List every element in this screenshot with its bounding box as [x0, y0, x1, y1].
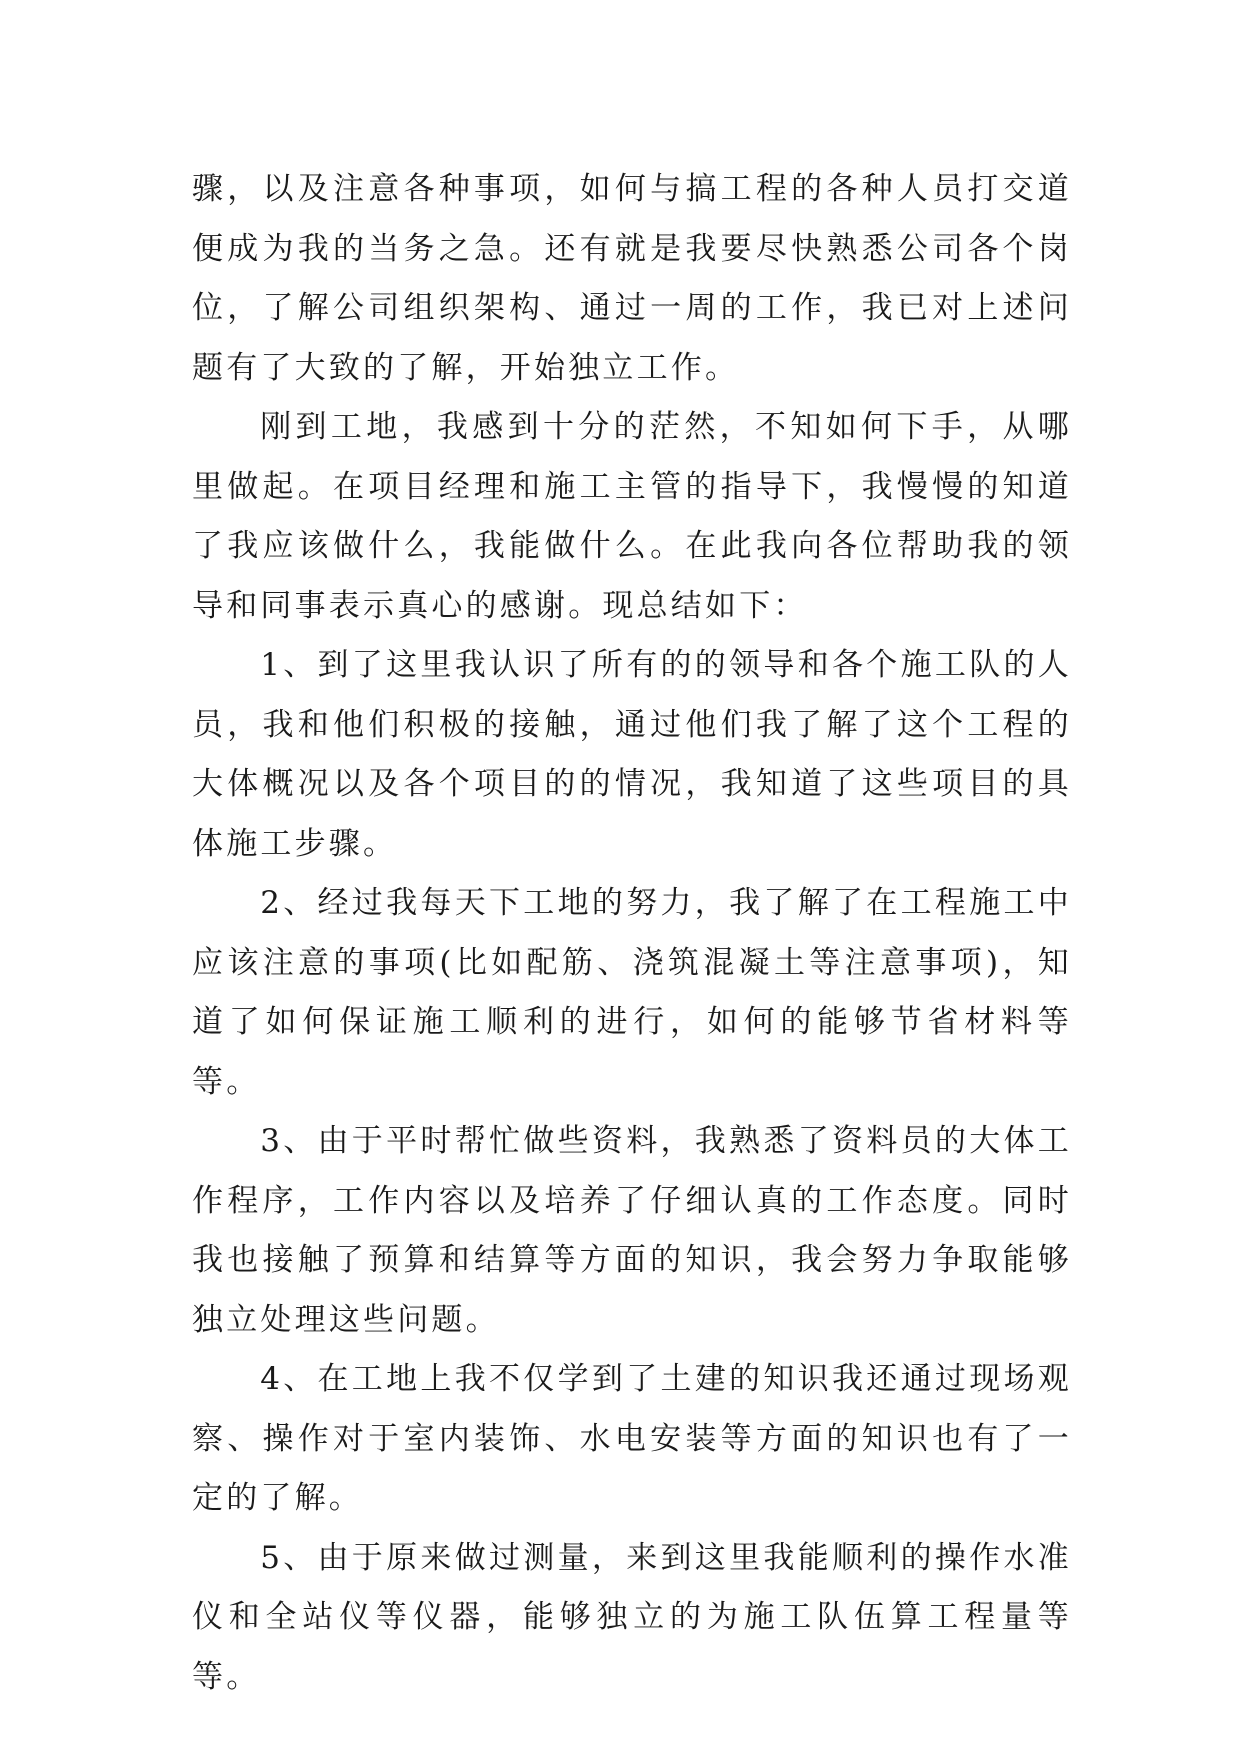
paragraph-item-4: 4、在工地上我不仅学到了土建的知识我还通过现场观察、操作对于室内装饰、水电安装等方面的知识也有了一定的了解。 [192, 1361, 1072, 1516]
paragraph-item-3: 3、由于平时帮忙做些资料，我熟悉了资料员的大体工作程序，工作内容以及培养了仔细认真的工作态度。同时我也接触了预算和结算等方面的知识，我会努力争取能够独立处理这些问题。 [192, 1123, 1072, 1338]
paragraph-intro: 刚到工地，我感到十分的茫然，不知如何下手，从哪里做起。在项目经理和施工主管的指导下，我慢慢的知道了我应该做什么，我能做什么。在此我向各位帮助我的领导和同事表示真心的感谢。现总结如下： [192, 409, 1072, 624]
paragraph-item-1: 1、到了这里我认识了所有的的领导和各个施工队的人员，我和他们积极的接触，通过他们我了解了这个工程的大体概况以及各个项目的的情况，我知道了这些项目的具体施工步骤。 [192, 647, 1072, 862]
paragraph-item-2: 2、经过我每天下工地的努力，我了解了在工程施工中应该注意的事项(比如配筋、浇筑混凝土等注意事项)，知道了如何保证施工顺利的进行，如何的能够节省材料等等。 [192, 885, 1072, 1100]
document-body [192, 160, 1072, 1707]
paragraph-continuation: 骤，以及注意各种事项，如何与搞工程的各种人员打交道便成为我的当务之急。还有就是我要尽快熟悉公司各个岗位，了解公司组织架构、通过一周的工作，我已对上述问题有了大致的了解，开始独立工作。 [192, 171, 1072, 386]
paragraph-item-5: 5、由于原来做过测量，来到这里我能顺利的操作水准仪和全站仪等仪器，能够独立的为施工队伍算工程量等等。 [192, 1539, 1072, 1695]
